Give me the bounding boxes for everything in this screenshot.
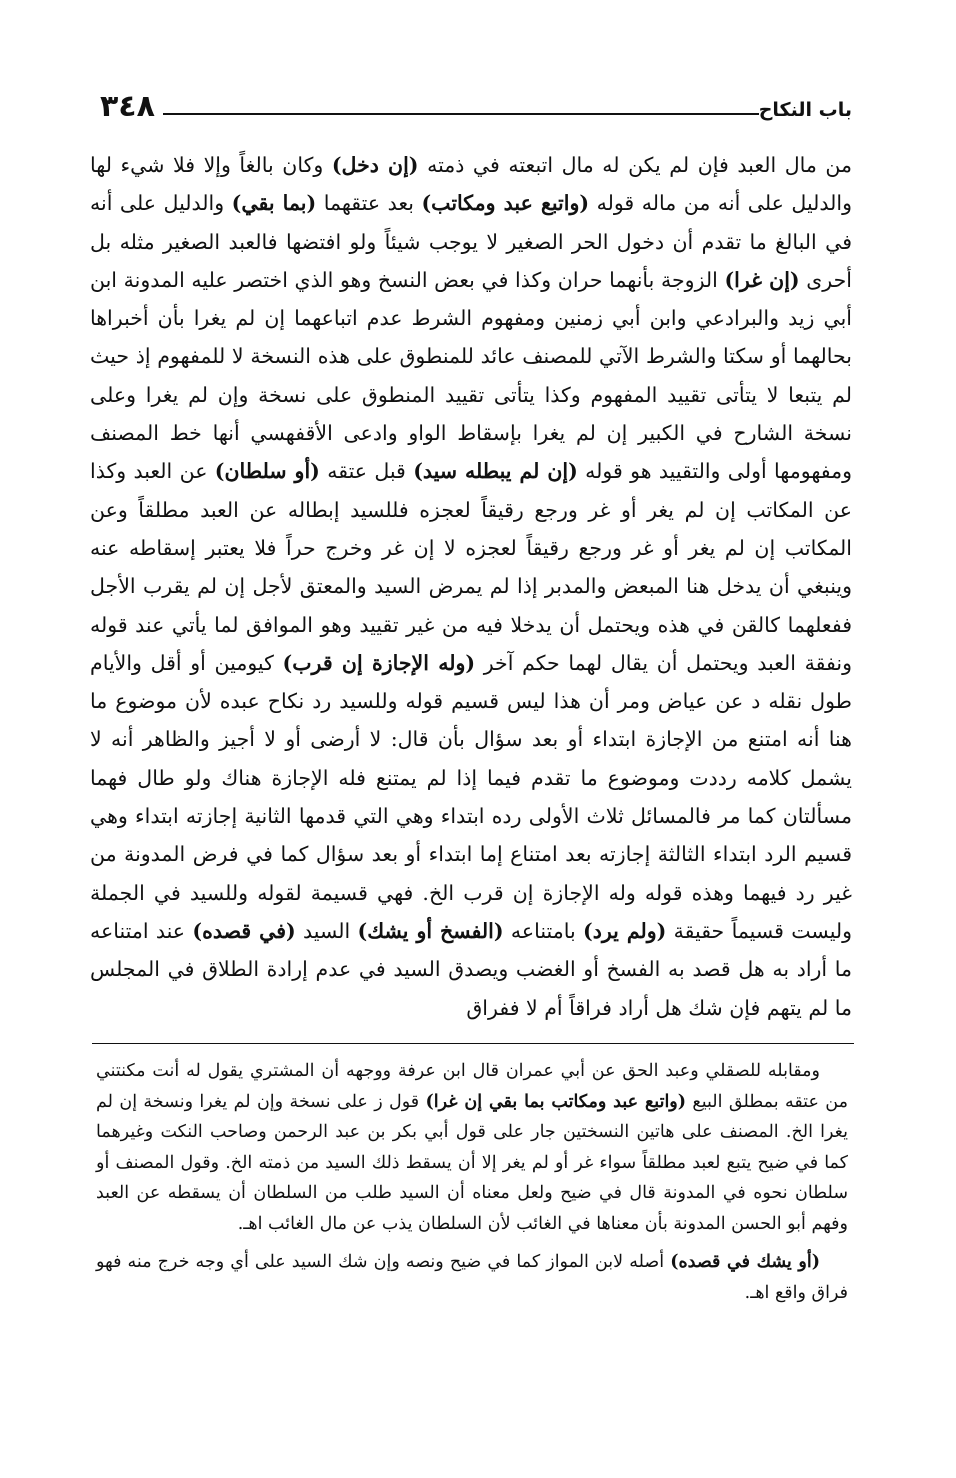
- header-rule: [163, 113, 759, 115]
- bold-quote-segment: (الفسخ أو يشك): [357, 918, 504, 943]
- text-segment: قبل عتقه: [319, 459, 414, 484]
- footnote-paragraph: [96, 1247, 848, 1308]
- page-number: ٣٤٨: [100, 89, 155, 124]
- text-segment: قول ز على نسخة وإن لم يغرا ونسخة إن لم يغرا الخ. المصنف على هاتين النسختين جار على قول أبي بكر بن عبد الرحمن وصاحب النكت وغيرهما كما في ضيح يتبع لعبد مطلقاً سواء غر أو لم يغر إلا أن يسقط ذلك السيد من ذمته الخ. وقول المصنف أو سلطان نحوه في المدونة قال في ضيح ولعل معناه أن السيد طلب من السلطان أن يسقطه عن العبد وفهم أبو الحسن المدونة بأن معناها في الغائب لأن السلطان يذب عن مال الغائب اهـ.: [96, 1091, 848, 1234]
- text-segment: عن العبد وكذا عن المكاتب إن لم يغر أو غر ورجع رقيقاً لعجزه فللسيد إبطاله عن العبد مطلقاً وعن المكاتب إن لم يغر أو غر ورجع رقيقاً لعجزه لا إن غر وخرج حراً فلا يعتبر إسقاطه عنه وينبغي أن يدخل هنا المبعض والمدبر إذا لم يمرض السيد والمعتق لأجل إن لم يقرب الأجل ففعلهما كالقن في هذه ويحتمل أن يدخلا فيه من غير تقييد وهو الموافق لما يأتي عند قوله ونفقة العبد ويحتمل أن يقال لهما حكم آخر: [90, 459, 852, 675]
- footnote-separator: [92, 1043, 854, 1044]
- bold-quote-segment: (أو سلطان): [214, 459, 320, 484]
- bold-quote-segment: (إن غرا): [724, 267, 800, 292]
- text-segment: السيد: [295, 918, 358, 943]
- text-segment: ومقابله للصقلي وعبد الحق عن أبي عمران قال ابن عرفة ووجهه أن المشتري يقول له أنت مكنتني من عتقه بمطلق البيع: [96, 1061, 848, 1112]
- footnote-paragraph: [96, 1056, 848, 1239]
- bold-quote-segment: (واتبع عبد ومكاتب): [421, 191, 590, 216]
- text-segment: كيومين أو أقل والأيام طول نقله د عن عياض ومر أن هذا ليس قسيم قوله وللسيد رد نكاح عبده لأن موضوع ما هنا أنه امتنع من الإجازة ابتداء أو بعد سؤال بأن قال: لا أرضى أو لا أجيز والظاهر أنه لا يشمل كلامه رددت وموضوع ما تقدم فيما إذا لم يمتنع فله الإجازة هناك ولو طال فهما مسألتان كما مر فالمسائل ثلاث الأولى رده ابتداء وهي التي قدمها الثانية إجازته ابتداء وهي قسيم الرد ابتداء الثالثة إجازته بعد امتناع إما ابتداء أو بعد سؤال كما في فرض المدونة من غير رد فيهما وهذه قوله وله الإجازة إن قرب الخ. فهي قسيمة لقوله وللسيد في الجملة وليست قسيماً حقيقة: [90, 650, 853, 943]
- text-segment: من مال العبد فإن لم يكن له مال اتبعته في ذمته: [418, 153, 852, 177]
- bold-quote-segment: (وله الإجازة إن قرب): [282, 650, 476, 675]
- bold-quote-segment: (إن لم يبطله سيد): [413, 459, 578, 484]
- text-segment: وكان بالغاً وإلا فلا شيء لها والدليل على أنه من ماله قوله: [90, 153, 852, 216]
- bold-quote-segment: (واتبع عبد ومكاتب بما بقي إن غرا): [425, 1091, 687, 1112]
- bold-quote-segment: (إن دخل): [331, 153, 419, 177]
- footnotes-section: [96, 1056, 848, 1316]
- bold-quote-segment: (أو يشك في قصده): [670, 1252, 820, 1272]
- text-segment: والدليل على أنه في البالغ ما تقدم أن دخول الحر الصغير لا يوجب شيئاً ولو افتضها فالعبد الصغير مثله بل أحرى: [90, 191, 852, 292]
- bold-quote-segment: (ولم يرد): [583, 918, 667, 943]
- text-segment: عند امتناعه ما أراد به هل قصد به الفسخ أو الغضب ويصدق السيد في عدم إرادة الطلاق في المجلس ما لم يتهم فإن شك هل أراد فراقاً أم لا ففراق: [90, 918, 852, 1020]
- bold-quote-segment: (بما بقي): [231, 191, 317, 216]
- bold-quote-segment: (في قصده): [192, 918, 296, 943]
- main-text-body: [90, 146, 852, 1027]
- text-segment: أصله لابن المواز كما في ضيح ونصه وإن شك السيد على أي وجه خرج منه فهو فراق واقع اهـ.: [96, 1252, 848, 1303]
- running-title: باب النكاح: [758, 99, 852, 121]
- text-segment: بامتناعه: [503, 918, 584, 943]
- page-header: [90, 84, 852, 122]
- text-segment: بعد عتقهما: [316, 191, 422, 216]
- text-segment: الزوجة بأنهما حران وكذا في بعض النسخ وهو الذي اختصر عليه المدونة ابن أبي زيد والبرادعي وابن أبي زمنين ومفهوم الشرط عدم اتباعهما إن لم يغرا بأن أخبراها بحالهما أو سكتا والشرط الآتي للمصنف عائد للمنطوق على هذه النسخة لا للمفهوم إذ حيث لم يتبعا لا يتأتى تقييد المفهوم وكذا يتأتى تقييد المنطوق على نسخة وإن لم يغرا وعلى نسخة الشارح في الكبير إن لم يغرا بإسقاط الواو وادعى الأقفهسي أنها خط المصنف ومفهومها أولى والتقييد هو قوله: [90, 267, 853, 484]
